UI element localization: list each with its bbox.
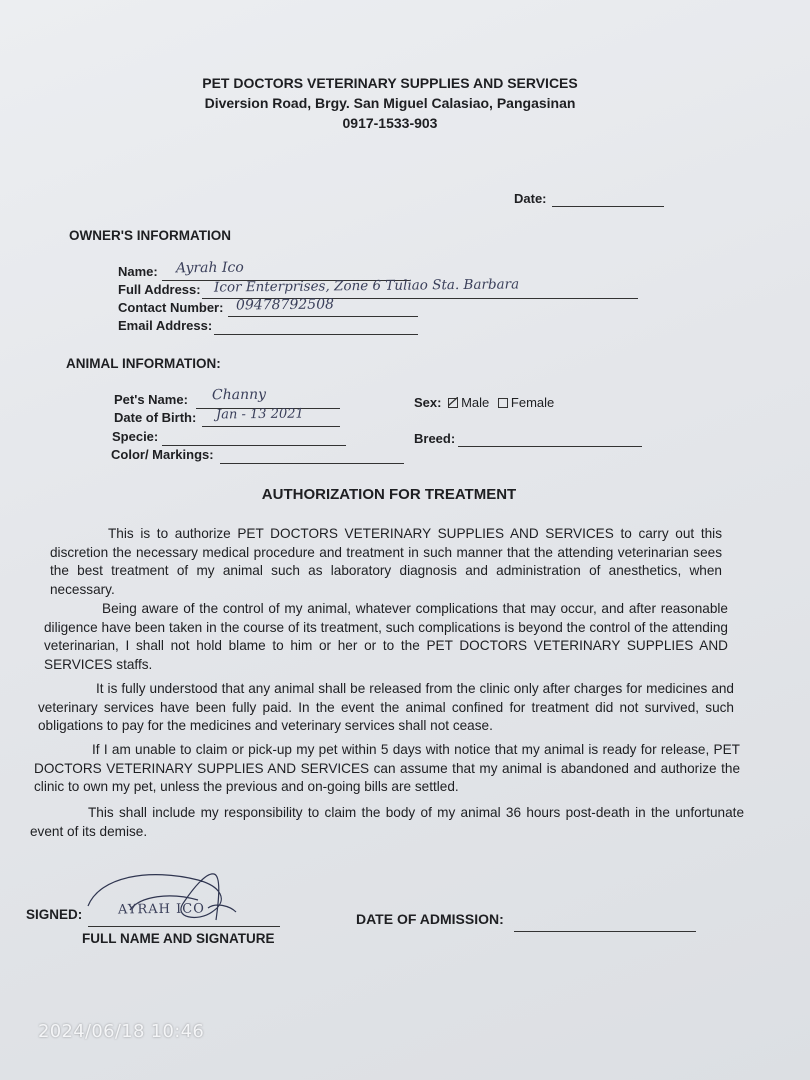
specie-label: Specie: — [112, 429, 159, 444]
owner-name-value: Ayrah Ico — [175, 259, 244, 277]
check-mark-icon — [448, 397, 458, 407]
paragraph-5-text: This shall include my responsibility to claim the body of my animal 36 hours post-death in the unfortunate event of its demise. — [30, 805, 744, 839]
pet-name-label: Pet's Name: — [114, 392, 188, 407]
owner-email-line — [214, 318, 418, 335]
pet-name-value: Channy — [211, 386, 267, 404]
dob-value: Jan - 13 2021 — [215, 406, 304, 423]
authorization-paragraph-2 — [44, 600, 728, 674]
color-label: Color/ Markings: — [111, 447, 214, 462]
sex-male-checkbox[interactable] — [448, 398, 458, 408]
company-name: PET DOCTORS VETERINARY SUPPLIES AND SERVICES — [202, 75, 578, 91]
specie-line — [162, 429, 346, 446]
owner-address-label: Full Address: — [118, 282, 201, 297]
sex-male-label: Male — [461, 395, 490, 410]
owner-heading: OWNER'S INFORMATION — [69, 228, 231, 243]
breed-line — [458, 430, 642, 447]
owner-email-label: Email Address: — [118, 318, 213, 333]
owner-name-label: Name: — [118, 264, 158, 279]
sex-label: Sex: — [414, 395, 442, 410]
company-address: Diversion Road, Brgy. San Miguel Calasiao, Pangasinan — [204, 95, 576, 111]
dob-label: Date of Birth: — [114, 410, 197, 425]
owner-address-value: Icor Enterprises, Zone 6 Tuliao Sta. Barbara — [213, 276, 520, 296]
paragraph-2-text: Being aware of the control of my animal, whatever complications that may occur, and after reasonable diligence have been taken in the course of its treatment, such complications is beyond the control of the attending veterinarian, I shall not hold blame to him or her or to the PET DOCTORS VETERINARY SUPPLIES AND SERVICES staffs. — [44, 601, 728, 672]
authorization-title: AUTHORIZATION FOR TREATMENT — [261, 486, 517, 503]
photo-timestamp: 2024/06/18 10:46 — [38, 1021, 205, 1042]
owner-contact-label: Contact Number: — [118, 300, 224, 315]
company-phone: 0917-1533-903 — [342, 115, 438, 131]
paragraph-3-text: It is fully understood that any animal shall be released from the clinic only after charges for medicines and veterinary services have been fully paid. In the event the animal confined for treatment did not survived, such obligations to pay for the medicines and veterinary services shall not cease. — [38, 681, 734, 733]
admission-line — [514, 915, 696, 932]
date-label: Date: — [514, 191, 547, 206]
sex-female-checkbox[interactable] — [498, 398, 508, 408]
date-line — [552, 190, 664, 207]
signed-label: SIGNED: — [26, 907, 83, 922]
paragraph-4-text: If I am unable to claim or pick-up my pet within 5 days with notice that my animal is ready for release, PET DOCTORS VETERINARY SUPPLIES AND SERVICES can assume that my animal is abandoned and authorize the clinic to own my pet, unless the previous and on-going bills are settled. — [34, 742, 740, 794]
paragraph-1-text: This is to authorize PET DOCTORS VETERINARY SUPPLIES AND SERVICES to carry out this discretion the necessary medical procedure and treatment in such manner that the attending veterinarian sees the best treatment of my animal such as laboratory diagnosis and administration of anesthetics, when necessary. — [50, 526, 722, 597]
authorization-paragraph-3 — [38, 680, 734, 736]
signature-caption: FULL NAME AND SIGNATURE — [82, 931, 275, 946]
color-line — [220, 447, 404, 464]
authorization-paragraph-5 — [30, 804, 744, 841]
authorization-paragraph-1 — [50, 525, 722, 599]
signed-value: AYRAH ICO — [117, 901, 205, 918]
animal-heading: ANIMAL INFORMATION: — [66, 356, 221, 371]
admission-label: DATE OF ADMISSION: — [356, 911, 504, 927]
authorization-paragraph-4 — [34, 741, 740, 797]
sex-field — [414, 395, 554, 410]
owner-contact-value: 09478792508 — [235, 296, 335, 314]
breed-label: Breed: — [414, 431, 456, 446]
sex-female-label: Female — [510, 395, 555, 410]
